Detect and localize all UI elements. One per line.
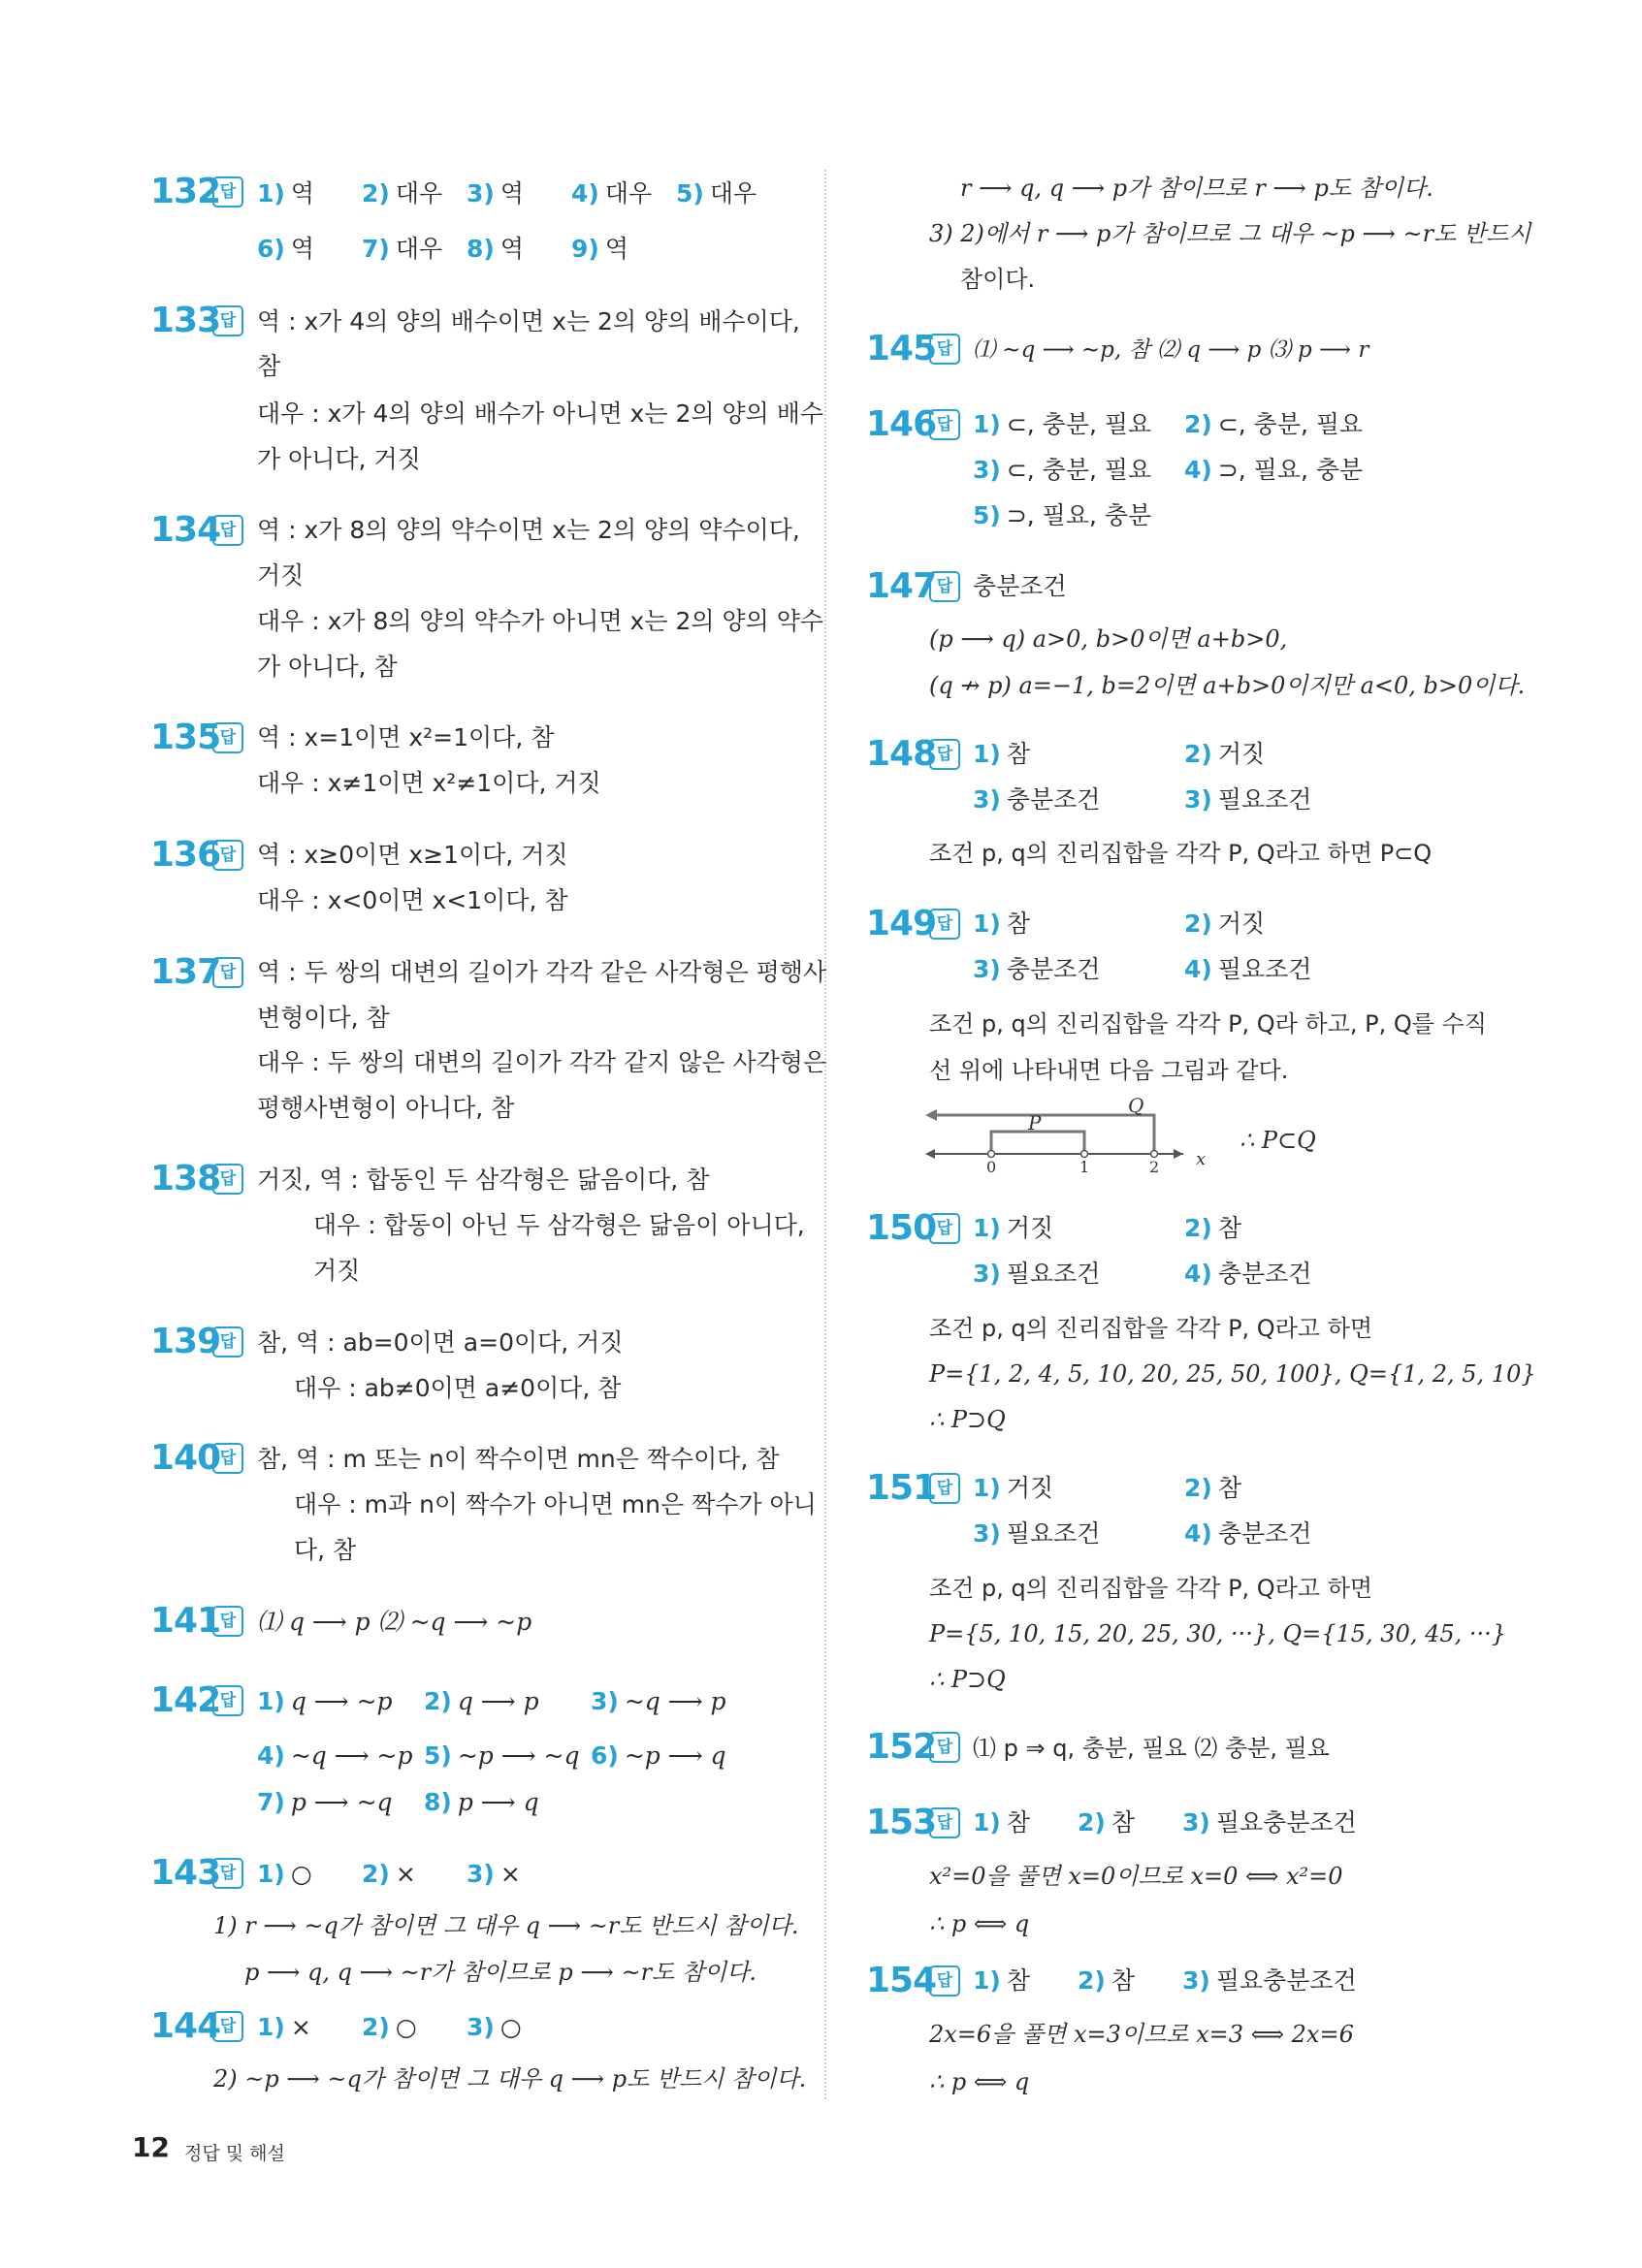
problem-number: 138 (150, 1159, 221, 1198)
answer-badge: 답 (929, 409, 960, 440)
answer-line: 거짓 (257, 561, 305, 590)
answer-line: 대우 : ab≠0이면 a≠0이다, 참 (294, 1374, 622, 1402)
number-line-figure (921, 1091, 1241, 1173)
problem-number: 146 (866, 404, 937, 444)
answer-line: 1) × 2) ○ 3) ○ (257, 2013, 522, 2041)
answer-line: 1) ⊂, 충분, 필요 2) ⊂, 충분, 필요 (973, 410, 1364, 438)
problem-number: 136 (150, 835, 221, 875)
answer-line: 역 : x≥0이면 x≥1이다, 거짓 (257, 841, 568, 869)
book-section-label: 정답 및 해설 (184, 2143, 285, 2164)
answer-line: 역 : x가 8의 양의 약수이면 x는 2의 양의 약수이다, (257, 516, 800, 544)
answer-badge: 답 (212, 840, 243, 871)
answer-line: 변형이다, 참 (257, 1004, 390, 1032)
problem-number: 150 (866, 1208, 937, 1248)
answer-line: 대우 : 두 쌍의 대변의 길이가 각각 같지 않은 사각형은 (257, 1048, 827, 1076)
set-p-range (991, 1132, 1084, 1154)
answer-badge: 답 (929, 571, 960, 602)
conclusion-text: ∴ P⊂Q (1240, 1127, 1316, 1154)
problem-number: 134 (150, 510, 221, 550)
answer-line: ⑴ p ⇒ q, 충분, 필요 ⑵ 충분, 필요 (973, 1735, 1330, 1762)
point-2 (1151, 1151, 1158, 1158)
answer-badge: 답 (929, 1732, 960, 1763)
answer-line: 대우 : x≠1이면 x²≠1이다, 거짓 (257, 769, 601, 797)
answer-badge: 답 (212, 2011, 243, 2042)
page-number: 12 (132, 2131, 170, 2163)
column-divider (824, 170, 826, 2099)
explanation-line: p ⟶ q, q ⟶ ~r가 참이므로 p ⟶ ~r도 참이다. (244, 1959, 757, 1986)
explanation-line: ∴ P⊃Q (929, 1666, 1006, 1693)
answer-line: 대우 : m과 n이 짝수가 아니면 mn은 짝수가 아니 (294, 1490, 817, 1518)
answer-badge: 답 (212, 1443, 243, 1474)
explanation-line: 조건 p, q의 진리집합을 각각 P, Q라고 하면 (929, 1315, 1373, 1342)
tick-1: 1 (1079, 1158, 1090, 1173)
answer-line: 5) ⊃, 필요, 충분 (973, 501, 1152, 529)
answer-line: ⑴ ~q ⟶ ~p, 참 ⑵ q ⟶ p ⑶ p ⟶ r (973, 337, 1369, 363)
explanation-line: ∴ p ⟺ q (929, 1910, 1030, 1937)
set-q-range (935, 1115, 1154, 1154)
problem-number: 144 (150, 2006, 221, 2046)
answer-line: 1) 참 2) 거짓 (973, 740, 1266, 768)
answer-badge: 답 (929, 739, 960, 770)
answer-line: 가 아니다, 참 (257, 653, 398, 681)
answer-line: 다, 참 (294, 1536, 357, 1564)
answer-line: 거짓 (313, 1257, 361, 1285)
explanation-line: 조건 p, q의 진리집합을 각각 P, Q라 하고, P, Q를 수직 (929, 1010, 1487, 1038)
answer-line: 3) 충분조건 4) 필요조건 (973, 955, 1312, 983)
answer-badge: 답 (212, 176, 243, 208)
problem-number: 148 (866, 734, 937, 774)
problem-number: 142 (150, 1680, 221, 1720)
problem-number: 133 (150, 301, 221, 340)
explanation-line: x²=0을 풀면 x=0이므로 x=0 ⟺ x²=0 (929, 1863, 1343, 1890)
explanation-line: P={1, 2, 4, 5, 10, 20, 25, 50, 100}, Q={1, 2, 5, 10} (929, 1360, 1536, 1388)
problem-number: 154 (866, 1961, 937, 2000)
problem-number: 149 (866, 904, 937, 943)
answer-line: 거짓, 역 : 합동인 두 삼각형은 닮음이다, 참 (257, 1166, 710, 1194)
answer-badge: 답 (212, 1164, 243, 1195)
answer-badge: 답 (212, 957, 243, 988)
answer-line: 3) 충분조건 3) 필요조건 (973, 785, 1312, 814)
problem-number: 147 (866, 566, 937, 606)
axis-arrow-left (925, 1149, 935, 1159)
answer-badge: 답 (929, 1473, 960, 1504)
point-0 (988, 1151, 995, 1158)
problem-number: 152 (866, 1727, 937, 1767)
answer-line: 1) q ⟶ ~p 2) q ⟶ p 3) ~q ⟶ p (257, 1687, 726, 1715)
answer-line: ⑴ q ⟶ p ⑵ ~q ⟶ ~p (257, 1608, 532, 1636)
answer-line: 참, 역 : ab=0이면 a=0이다, 거짓 (257, 1328, 624, 1357)
problem-number: 140 (150, 1438, 221, 1478)
answer-line: 대우 : x<0이면 x<1이다, 참 (257, 886, 568, 914)
answer-line: 대우 : x가 4의 양의 배수가 아니면 x는 2의 양의 배수 (257, 399, 823, 428)
explanation-line: r ⟶ q, q ⟶ p가 참이므로 r ⟶ p도 참이다. (960, 175, 1433, 202)
tick-0: 0 (986, 1158, 997, 1173)
answer-badge: 답 (212, 1858, 243, 1889)
answer-line: 충분조건 (973, 572, 1067, 600)
explanation-line: 선 위에 나타내면 다음 그림과 같다. (929, 1057, 1289, 1084)
explanation-line: ∴ p ⟺ q (929, 2068, 1030, 2095)
problem-number: 151 (866, 1468, 937, 1508)
answer-badge: 답 (929, 334, 960, 365)
explanation-line: 3) 2)에서 r ⟶ p가 참이므로 그 대우 ~p ⟶ ~r도 반드시 (929, 220, 1531, 247)
answer-line: 역 : x가 4의 양의 배수이면 x는 2의 양의 배수이다, (257, 307, 800, 335)
answer-badge: 답 (212, 515, 243, 546)
answer-line: 역 : 두 쌍의 대변의 길이가 각각 같은 사각형은 평행사 (257, 958, 827, 986)
answer-badge: 답 (212, 722, 243, 753)
axis-label-x: x (1196, 1149, 1207, 1169)
answer-badge: 답 (929, 1213, 960, 1244)
explanation-line: 2x=6을 풀면 x=3이므로 x=3 ⟺ 2x=6 (929, 2021, 1354, 2048)
answer-line: 3) 필요조건 4) 충분조건 (973, 1260, 1312, 1288)
label-q: Q (1128, 1094, 1144, 1117)
answer-line: 6) 역 7) 대우 8) 역 9) 역 (257, 235, 628, 263)
answer-badge: 답 (929, 909, 960, 940)
answer-line: 4) ~q ⟶ ~p 5) ~p ⟶ ~q 6) ~p ⟶ q (257, 1741, 726, 1770)
point-1 (1081, 1151, 1088, 1158)
answer-line: 1) 거짓 2) 참 (973, 1214, 1241, 1242)
problem-number: 145 (866, 329, 937, 368)
answer-line: 1) 거짓 2) 참 (973, 1474, 1241, 1502)
problem-number: 153 (866, 1803, 937, 1842)
problem-number: 132 (150, 172, 221, 211)
answer-line: 가 아니다, 거짓 (257, 445, 421, 473)
answer-badge: 답 (929, 1965, 960, 1996)
explanation-line: 2) ~p ⟶ ~q가 참이면 그 대우 q ⟶ p도 반드시 참이다. (213, 2065, 807, 2092)
explanation-line: 참이다. (960, 266, 1036, 293)
answer-badge: 답 (212, 305, 243, 336)
answer-line: 참 (257, 352, 281, 380)
answer-badge: 답 (929, 1807, 960, 1838)
answer-line: 역 : x=1이면 x²=1이다, 참 (257, 723, 555, 751)
answer-line: 대우 : 합동이 아닌 두 삼각형은 닮음이 아니다, (313, 1211, 805, 1239)
answer-line: 참, 역 : m 또는 n이 짝수이면 mn은 짝수이다, 참 (257, 1445, 780, 1473)
problem-number: 137 (150, 952, 221, 992)
problem-number: 143 (150, 1853, 221, 1893)
explanation-line: (q ↛ p) a=−1, b=2이면 a+b>0이지만 a<0, b>0이다. (929, 672, 1526, 699)
problem-number: 135 (150, 718, 221, 757)
explanation-line: (p ⟶ q) a>0, b>0이면 a+b>0, (929, 625, 1288, 653)
explanation-line: 1) r ⟶ ~q가 참이면 그 대우 q ⟶ ~r도 반드시 참이다. (213, 1912, 799, 1939)
answer-line: 1) 참 2) 참 3) 필요충분조건 (973, 1808, 1357, 1837)
answer-line: 3) ⊂, 충분, 필요 4) ⊃, 필요, 충분 (973, 456, 1364, 484)
answer-line: 1) 참 2) 거짓 (973, 910, 1266, 938)
problem-number: 139 (150, 1322, 221, 1361)
axis-arrow (1174, 1149, 1183, 1159)
answer-badge: 답 (212, 1685, 243, 1716)
answer-badge: 답 (212, 1326, 243, 1358)
label-p: P (1028, 1111, 1042, 1134)
set-q-arrow (925, 1109, 937, 1121)
explanation-line: ∴ P⊃Q (929, 1406, 1006, 1433)
explanation-line: P={5, 10, 15, 20, 25, 30, ···}, Q={15, 30, 45, ···} (929, 1620, 1507, 1647)
answer-badge: 답 (212, 1606, 243, 1637)
answer-line: 대우 : x가 8의 양의 약수가 아니면 x는 2의 양의 약수 (257, 607, 823, 635)
tick-2: 2 (1149, 1158, 1160, 1173)
explanation-line: 조건 p, q의 진리집합을 각각 P, Q라고 하면 (929, 1575, 1373, 1602)
answer-line: 3) 필요조건 4) 충분조건 (973, 1519, 1312, 1548)
answer-line: 평행사변형이 아니다, 참 (257, 1094, 515, 1122)
answer-line: 1) 역 2) 대우 3) 역 4) 대우 5) 대우 (257, 179, 757, 208)
problem-number: 141 (150, 1601, 221, 1641)
answer-line: 7) p ⟶ ~q 8) p ⟶ q (257, 1788, 539, 1816)
explanation-line: 조건 p, q의 진리집합을 각각 P, Q라고 하면 P⊂Q (929, 840, 1433, 867)
answer-line: 1) ○ 2) × 3) × (257, 1860, 521, 1888)
answer-line: 1) 참 2) 참 3) 필요충분조건 (973, 1966, 1357, 1995)
